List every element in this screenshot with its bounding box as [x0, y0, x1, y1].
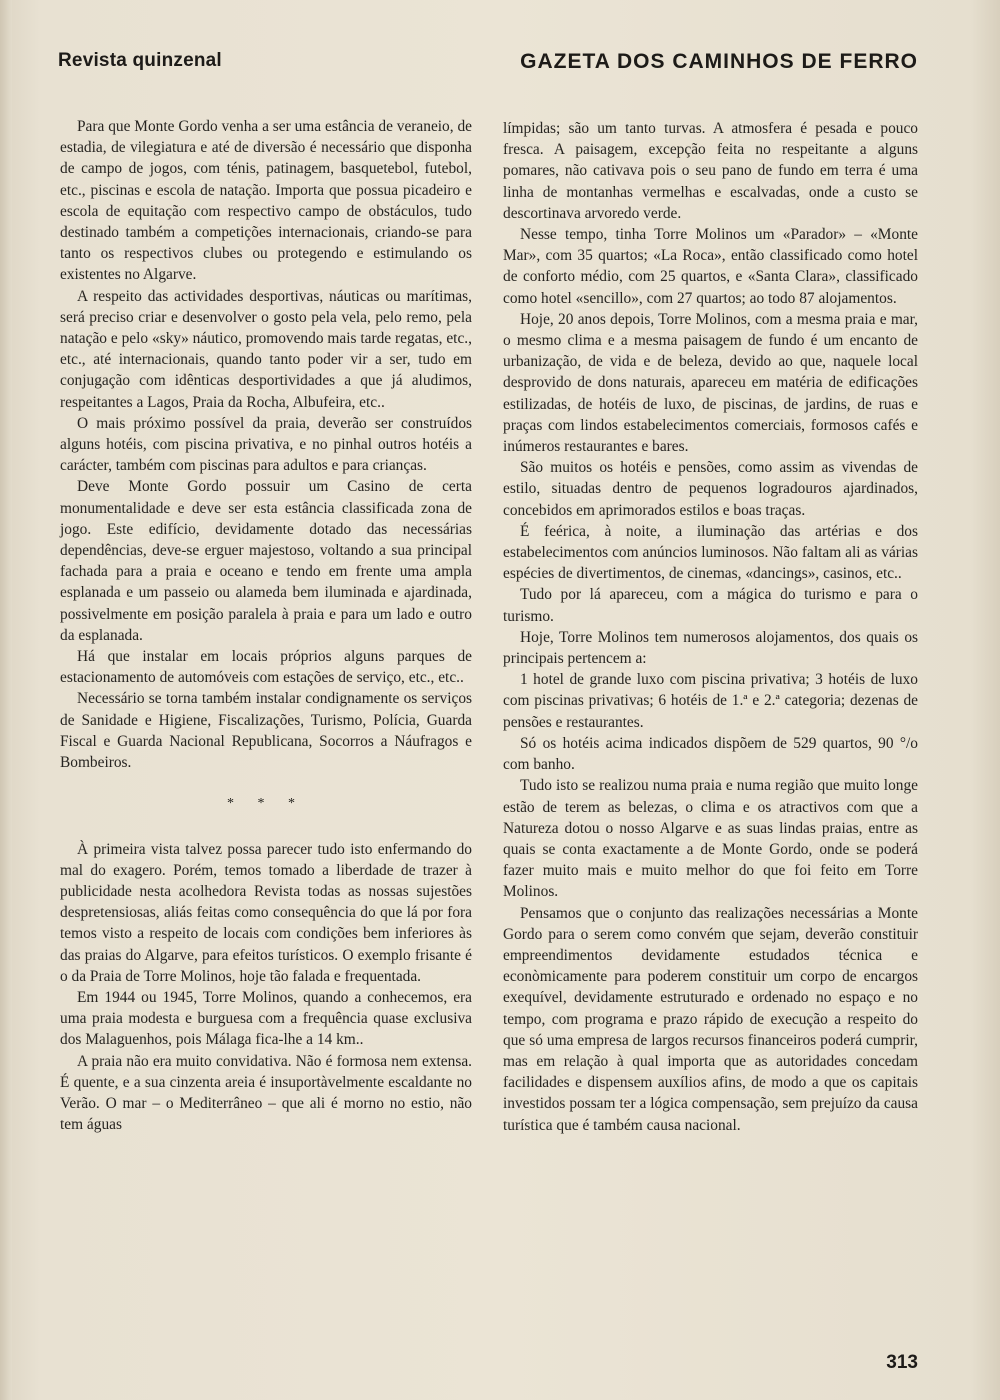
page-edge-shadow [0, 0, 12, 1400]
page-number: 313 [886, 1352, 918, 1373]
paragraph: Necessário se torna também instalar condignamente os serviços de Sanidade e Higiene, Fiscalizações, Turismo, Polícia, Guarda Fiscal e Guarda Nacional Republicana, Socorros a Náufragos e Bombeiros. [60, 690, 472, 772]
publication-title: GAZETA DOS CAMINHOS DE FERRO [520, 50, 918, 73]
paragraph: Deve Monte Gordo possuir um Casino de certa monumentalidade e deve ser esta estância classificada zona de jogo. Este edifício, devidamente dotado das necessárias dependências, deve-se erguer majestoso, voltando a sua principal fachada para a praia e oceano e tendo em frente uma ampla esplanada e um passeio ou alameda bem iluminada e ajardinada, possivelmente em posição paralela à praia e para um lado e outro da esplanada. [60, 478, 472, 644]
paragraph: Hoje, Torre Molinos tem numerosos alojamentos, dos quais os principais pertencem a: [503, 628, 918, 668]
paragraph: Pensamos que o conjunto das realizações necessárias a Monte Gordo para o serem como convém que sejam, deverão constituir empreendimentos devidamente estudados técnica e econòmicamente para poderem constituir um corpo de encargos exequível, devidamente estruturado e ordenado no espaço e no tempo, com programa e prazo rápido de execução a respeito do que só uma empresa de largos recursos financeiros poderá cumprir, mas em relação à qual importa que as autoridades concedam facilidades e dispensem auxílios afins, de modo a que os capitais investidos possam ter a lógica compensação, sem prejuízo da causa turística que é também causa nacional. [503, 904, 918, 1134]
page-header [58, 50, 918, 80]
right-column [503, 118, 918, 1136]
paragraph: Hoje, 20 anos depois, Torre Molinos, com a mesma praia e mar, o mesmo clima e a mesma paisagem de fundo é um encanto de urbanização, de vida e de beleza, devido ao que, naquele local desprovido de dons naturais, apareceu em matéria de edificações estilizadas, de hotéis de luxo, de piscinas, de jardins, de ruas e praças com lindos estabelecimentos comerciais, formosos cafés e inúmeros restaurantes e bares. [503, 310, 918, 456]
section-separator: * * * [227, 796, 305, 812]
paragraph: Nesse tempo, tinha Torre Molinos um «Parador» – «Monte Mar», com 35 quartos; «La Roca», então classificado como hotel de conforto médio, com 25 quartos, e «Santa Clara», classificado como hotel «sencillo», com 27 quartos; ao todo 87 alojamentos. [503, 226, 918, 307]
paragraph-continued: límpidas; são um tanto turvas. A atmosfera é pesada e pouco fresca. A paisagem, excepção feita no respeitante a alguns pomares, não cativava pois o seu pano de fundo em terra é uma linha de montanhas vermelhas e escalvadas, onde a custo se descortinava arvoredo verde. [503, 120, 918, 222]
paragraph: Tudo por lá apareceu, com a mágica do turismo e para o turismo. [503, 586, 918, 625]
hotel-list: 1 hotel de grande luxo com piscina privativa; 3 hotéis de luxo com piscinas privativas; 6 hotéis de 1.ª e 2.ª categoria; dezenas de pensões e restaurantes. [503, 671, 918, 731]
paragraph: Tudo isto se realizou numa praia e numa região que muito longe estão de terem as belezas, o clima e os atractivos com que a Natureza dotou o nosso Algarve e as suas lindas praias, entre as quais se conta exactamente a de Monte Gordo, onde se poderá fazer muito mais e muito melhor do que foi feito em Torre Molinos. [503, 777, 918, 901]
paragraph: A respeito das actividades desportivas, náuticas ou marítimas, será preciso criar e desenvolver o gosto pela vela, pelo remo, pela natação e pelo «sky» náutico, promovendo mais tarde regatas, etc., etc., até internacionais, quando tanto poder vir a ser, tudo em conjugação com idênticas desportividades a que já aludimos, respeitantes a Lagos, Praia da Rocha, Albufeira, etc.. [60, 287, 472, 411]
paragraph: À primeira vista talvez possa parecer tudo isto enfermando do mal do exagero. Porém, temos tomado a liberdade de trazer à publicidade nesta acolhedora Revista todas as nossas sujestões despretensiosas, aliás feitas como consequência do que lá por fora temos visto a respeito de locais com condições bem inferiores às das praias do Algarve, para efeitos turísticos. O exemplo frisante é o da Praia de Torre Molinos, hoje tão falada e frequentada. [60, 840, 472, 985]
paragraph: Só os hotéis acima indicados dispõem de 529 quartos, 90 °/o com banho. [503, 734, 918, 774]
publication-frequency: Revista quinzenal [58, 50, 222, 71]
left-column [60, 116, 472, 1135]
paragraph: Para que Monte Gordo venha a ser uma estância de veraneio, de estadia, de vilegiatura e até de diversão é necessário que disponha de campo de jogos, com ténis, patinagem, basquetebol, futebol, etc., piscinas e escola de natação. Importa que possua picadeiro e escola de equitação com respectivo campo de obstáculos, tudo destinado também a competições internacionais, criando-se para tanto os respectivos clubes ou protegendo e estimulando os existentes no Algarve. [60, 118, 472, 284]
paragraph: Há que instalar em locais próprios alguns parques de estacionamento de automóveis com estações de serviço, etc., etc.. [60, 648, 472, 687]
paragraph: É feérica, à noite, a iluminação das artérias e dos estabelecimentos com anúncios luminosos. Não faltam ali as várias espécies de divertimentos, de cinemas, «dancings», casinos, etc.. [503, 522, 918, 583]
paragraph: Em 1944 ou 1945, Torre Molinos, quando a conhecemos, era uma praia modesta e burguesa com a frequência quase exclusiva dos Malaguenhos, pois Málaga fica-lhe a 14 km.. [60, 988, 472, 1049]
paragraph: A praia não era muito convidativa. Não é formosa nem extensa. É quente, e a sua cinzenta areia é insuportàvelmente escaldante no Verão. O mar – o Mediterrâneo – que ali é morno no estio, não tem águas [60, 1052, 472, 1134]
paragraph: O mais próximo possível da praia, deverão ser construídos alguns hotéis, com piscina privativa, e no pinhal outros hotéis a carácter, também com piscinas para adultos e para crianças. [60, 414, 472, 475]
paragraph: São muitos os hotéis e pensões, como assim as vivendas de estilo, situadas dentro de pequenos logradouros ajardinados, concebidos em aprimorados estilos e boas traças. [503, 459, 918, 519]
